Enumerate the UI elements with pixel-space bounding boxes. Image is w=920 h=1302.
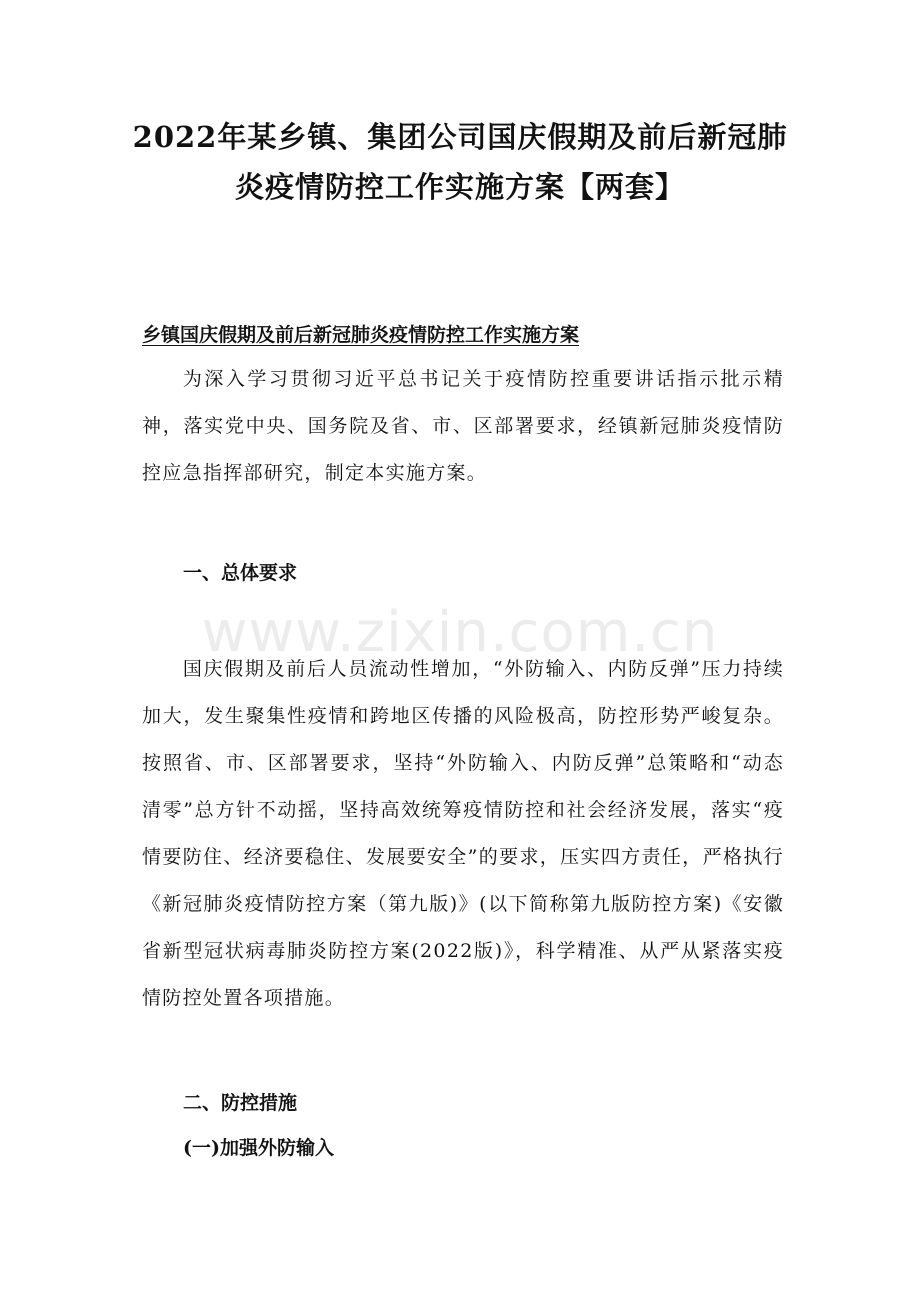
section1-heading: 一、总体要求 (183, 562, 298, 584)
intro-paragraph: 为深入学习贯彻习近平总书记关于疫情防控重要讲话指示批示精神，落实党中央、国务院及省、市、区部署要求，经镇新冠肺炎疫情防控应急指挥部研究，制定本实施方案。 (142, 368, 784, 484)
section-subtitle: 乡镇国庆假期及前后新冠肺炎疫情防控工作实施方案 (142, 324, 580, 346)
watermark-text: www.zixin.com.cn (201, 600, 719, 665)
section2-heading: 二、防控措施 (183, 1092, 298, 1114)
section1-paragraph: 国庆假期及前后人员流动性增加，“外防输入、内防反弹”压力持续加大，发生聚集性疫情和跨地区传播的风险极高，防控形势严峻复杂。按照省、市、区部署要求，坚持“外防输入、内防反弹”总策略和“动态清零”总方针不动摇，坚持高效统筹疫情防控和社会经济发展，落实“疫情要防住、经济要稳住、发展要安全”的要求，压实四方责任，严格执行《新冠肺炎疫情防控方案（第九版)》(以下简称第九版防控方案)《安徽省新型冠状病毒肺炎防控方案(2022版)》，科学精准、从严从紧落实疫情防控处置各项措施。 (142, 658, 784, 1009)
document-title: 2022年某乡镇、集团公司国庆假期及前后新冠肺炎疫情防控工作实施方案【两套】 (132, 120, 788, 204)
section2-subheading: (一)加强外防输入 (183, 1137, 334, 1159)
